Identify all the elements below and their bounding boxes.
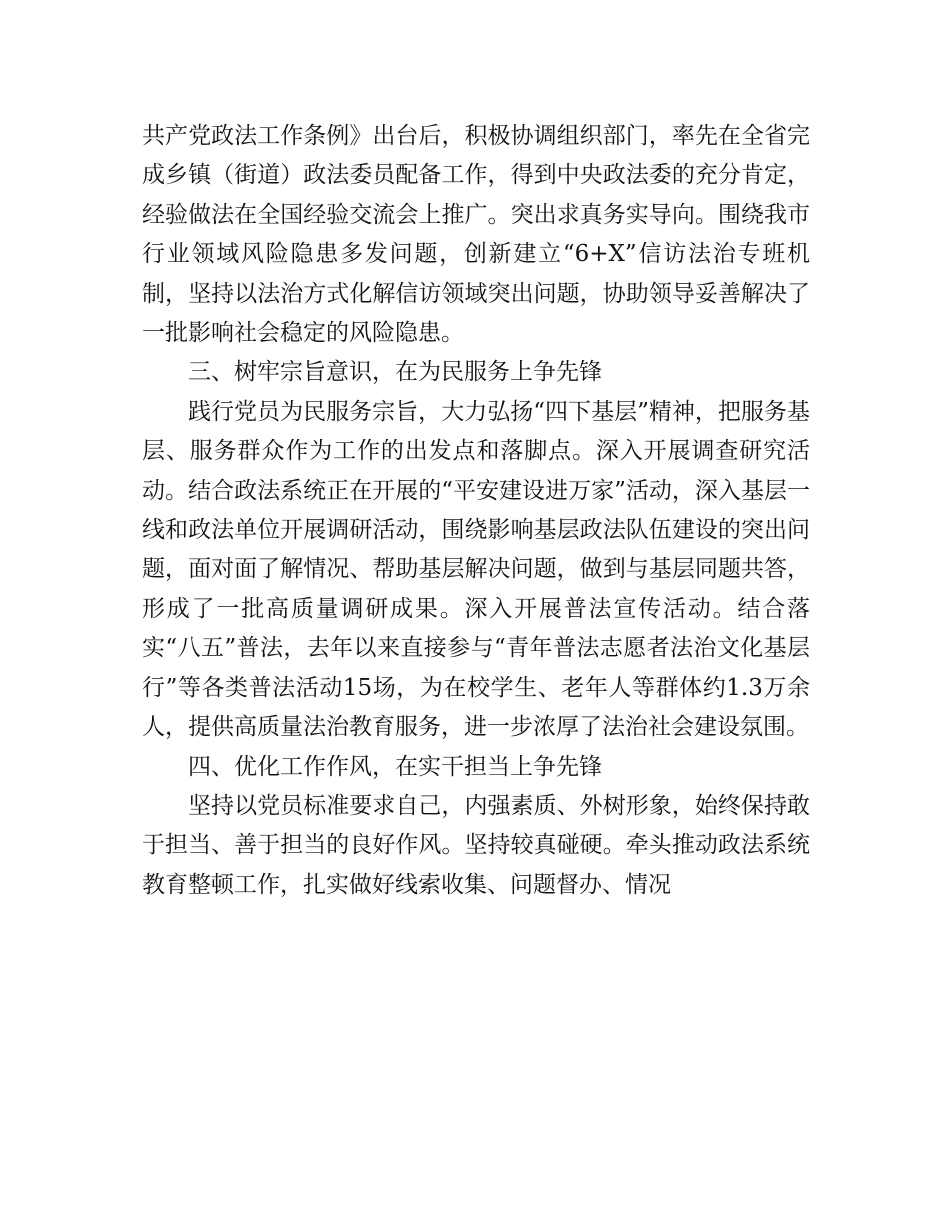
document-page	[142, 117, 810, 905]
paragraph-service: 践行党员为民服务宗旨，大力弘扬“四下基层”精神，把服务基层、服务群众作为工作的出发点和落脚点。深入开展调查研究活动。结合政法系统正在开展的“平安建设进万家”活动，深入基层一线和政法单位开展调研活动，围绕影响基层政法队伍建设的突出问题，面对面了解情况、帮助基层解决问题，做到与基层同题共答，形成了一批高质量调研成果。深入开展普法宣传活动。结合落实“八五”普法，去年以来直接参与“青年普法志愿者法治文化基层行”等各类普法活动15场，为在校学生、老年人等群体约1.3万余人，提供高质量法治教育服务，进一步浓厚了法治社会建设氛围。	[142, 398, 810, 741]
paragraph-work-style: 坚持以党员标准要求自己，内强素质、外树形象，始终保持敢于担当、善于担当的良好作风。坚持较真碰硬。牵头推动政法系统教育整顿工作，扎实做好线索收集、问题督办、情况	[142, 792, 810, 898]
paragraph-continuation: 共产党政法工作条例》出台后，积极协调组织部门，率先在全省完成乡镇（街道）政法委员配备工作，得到中央政法委的充分肯定，经验做法在全国经验交流会上推广。突出求真务实导向。围绕我市行业领域风险隐患多发问题，创新建立“6+X”信访法治专班机制，坚持以法治方式化解信访领域突出问题，协助领导妥善解决了一批影响社会稳定的风险隐患。	[142, 123, 810, 347]
section-heading-four: 四、优化工作作风，在实干担当上争先锋	[188, 753, 602, 780]
section-heading-three: 三、树牢宗旨意识，在为民服务上争先锋	[188, 359, 602, 386]
